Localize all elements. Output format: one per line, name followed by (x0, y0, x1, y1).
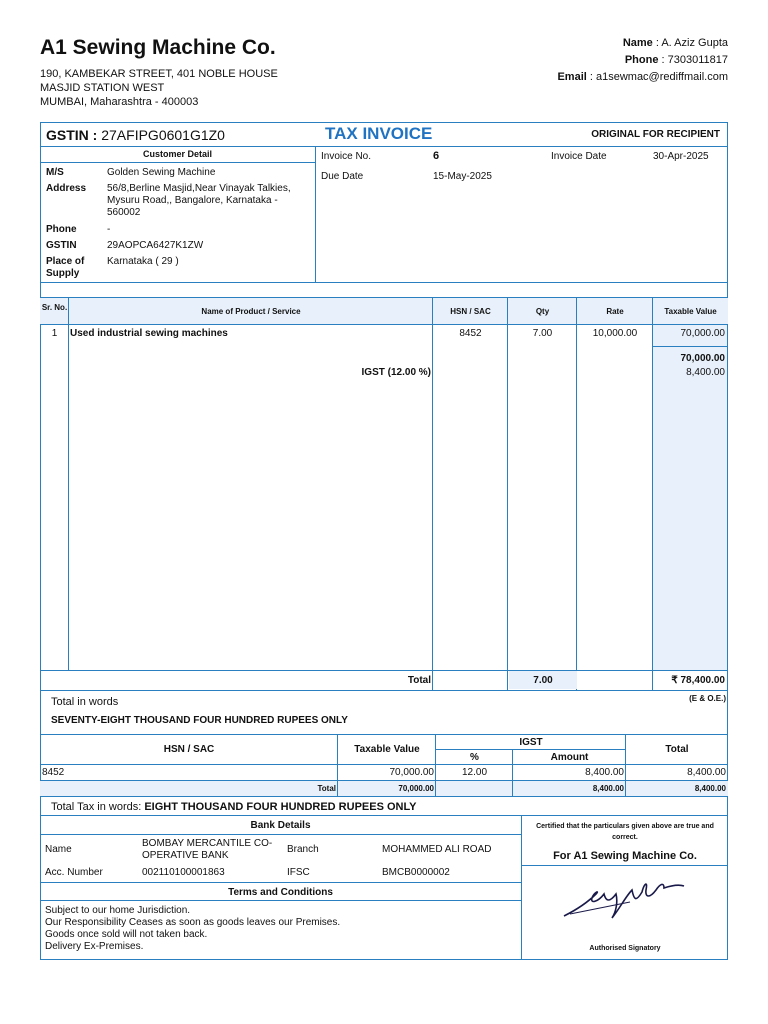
tax-words-amount: EIGHT THOUSAND FOUR HUNDRED RUPEES ONLY (144, 801, 417, 813)
summary-row-amount: 8,400.00 (585, 767, 624, 778)
summary-amount-header: Amount (550, 752, 589, 763)
summary-total-taxable: 70,000.00 (398, 784, 434, 793)
contact-email-label: Email (557, 71, 587, 83)
company-contact (557, 35, 728, 86)
customer-block (40, 147, 728, 283)
bank-title: Bank Details (40, 816, 521, 835)
words-label: Total in words (51, 696, 119, 708)
terms-line-1: Subject to our home Jurisdiction. (45, 905, 191, 916)
col-rate: Rate (606, 307, 624, 316)
place-of-supply-label: Place of Supply (46, 256, 85, 279)
item-hsn: 8452 (459, 328, 482, 339)
customer-section-title: Customer Detail (40, 147, 315, 163)
branch-label: Branch (287, 844, 319, 855)
terms-list (45, 905, 340, 953)
due-date-label: Due Date (321, 171, 364, 182)
tax-label: IGST (12.00 %) (361, 367, 431, 378)
col-sr: Sr. No. (41, 303, 68, 312)
contact-phone: : 7303011817 (658, 54, 728, 66)
acc-label: Acc. Number (45, 867, 103, 878)
gstin-label: GSTIN : (46, 127, 98, 143)
tax-value: 8,400.00 (686, 367, 725, 378)
terms-line-3: Goods once sold will not taken back. (45, 929, 208, 940)
place-of-supply: Karnataka ( 29 ) (107, 256, 179, 267)
contact-phone-label: Phone (624, 54, 659, 66)
phone-label: Phone (46, 224, 77, 235)
bank-name-label: Name (45, 844, 72, 855)
col-product: Name of Product / Service (201, 307, 301, 316)
grand-total: ₹ 78,400.00 (671, 675, 725, 686)
branch: MOHAMMED ALI ROAD (382, 844, 492, 855)
invoice-date-label: Invoice Date (551, 151, 607, 162)
customer-name: Golden Sewing Machine (107, 167, 216, 178)
words-amount: SEVENTY-EIGHT THOUSAND FOUR HUNDRED RUPEES ONLY (51, 715, 348, 726)
company-name: A1 Sewing Machine Co. (40, 36, 276, 59)
terms-line-4: Delivery Ex-Premises. (45, 941, 144, 952)
signature-image (560, 872, 690, 922)
col-taxable: Taxable Value (664, 307, 717, 316)
col-hsn: HSN / SAC (450, 307, 491, 316)
contact-name-label: Name (622, 37, 653, 49)
summary-total-amount: 8,400.00 (592, 784, 624, 793)
customer-gstin-label: GSTIN (46, 240, 77, 251)
company-address-line1: 190, KAMBEKAR STREET, 401 NOBLE HOUSE (40, 68, 278, 80)
ifsc: BMCB0000002 (382, 867, 450, 878)
bank-terms-block (40, 816, 522, 960)
item-product: Used industrial sewing machines (70, 328, 228, 339)
summary-taxable-header: Taxable Value (354, 744, 420, 755)
item-sr: 1 (51, 328, 58, 339)
item-rate: 10,000.00 (592, 328, 638, 339)
summary-total-total: 8,400.00 (694, 784, 726, 793)
certified-text: Certified that the particulars given above are true and correct. (536, 823, 714, 841)
terms-title: Terms and Conditions (40, 882, 521, 901)
items-table (40, 297, 728, 690)
for-company: For A1 Sewing Machine Co. (553, 850, 697, 862)
company-address-line2: MASJID STATION WEST (40, 82, 165, 94)
summary-row-pct: 12.00 (461, 767, 488, 778)
gstin-value: 27AFIPG0601G1Z0 (97, 127, 225, 143)
tax-summary (40, 734, 728, 796)
acc-number: 002110100001863 (142, 867, 225, 878)
summary-total-header: Total (665, 744, 689, 755)
address-label: Address (46, 183, 87, 194)
summary-pct-header: % (470, 752, 479, 763)
summary-hsn-header: HSN / SAC (163, 744, 215, 755)
terms-line-2: Our Responsibility Ceases as soon as goods leaves our Premises. (45, 917, 341, 928)
total-qty: 7.00 (509, 671, 577, 689)
company-address-line3: MUMBAI, Maharashtra - 400003 (40, 96, 199, 108)
contact-email: : a1sewmac@rediffmail.com (586, 71, 728, 83)
summary-row-hsn: 8452 (42, 767, 65, 778)
title-row (40, 122, 728, 147)
words-block (40, 690, 728, 734)
ifsc-label: IFSC (287, 867, 310, 878)
summary-row-total: 8,400.00 (687, 767, 726, 778)
invoice-no: 6 (433, 150, 440, 162)
summary-total-label: Total (317, 784, 336, 793)
eoe-label: (E & O.E.) (689, 694, 726, 703)
signature-block (522, 816, 728, 960)
authorised-signatory: Authorised Signatory (589, 945, 661, 952)
customer-gstin: 29AOPCA6427K1ZW (107, 240, 204, 251)
ms-label: M/S (46, 167, 64, 178)
total-label: Total (407, 675, 431, 686)
bank-name: BOMBAY MERCANTILE CO-OPERATIVE BANK (142, 838, 273, 861)
invoice-date: 30-Apr-2025 (653, 151, 709, 162)
summary-row-taxable: 70,000.00 (389, 767, 434, 778)
summary-igst-header: IGST (519, 737, 543, 748)
company-address (40, 67, 278, 109)
invoice-no-label: Invoice No. (321, 151, 372, 162)
col-qty: Qty (535, 307, 550, 316)
due-date: 15-May-2025 (433, 171, 492, 182)
tax-words-label: Total Tax in words: (51, 801, 145, 813)
invoice-title: TAX INVOICE (325, 124, 433, 143)
item-qty: 7.00 (532, 328, 553, 339)
customer-phone: - (107, 224, 111, 235)
copy-label: ORIGINAL FOR RECIPIENT (591, 129, 720, 140)
tax-words-block (40, 796, 728, 816)
contact-name: : A. Aziz Gupta (652, 37, 728, 49)
item-taxable: 70,000.00 (680, 328, 725, 339)
customer-address: 56/8,Berline Masjid,Near Vinayak Talkies, Mysuru Road,, Bangalore, Karnataka - 560002 (107, 183, 291, 218)
subtotal: 70,000.00 (680, 353, 725, 364)
customer-detail (40, 147, 316, 282)
